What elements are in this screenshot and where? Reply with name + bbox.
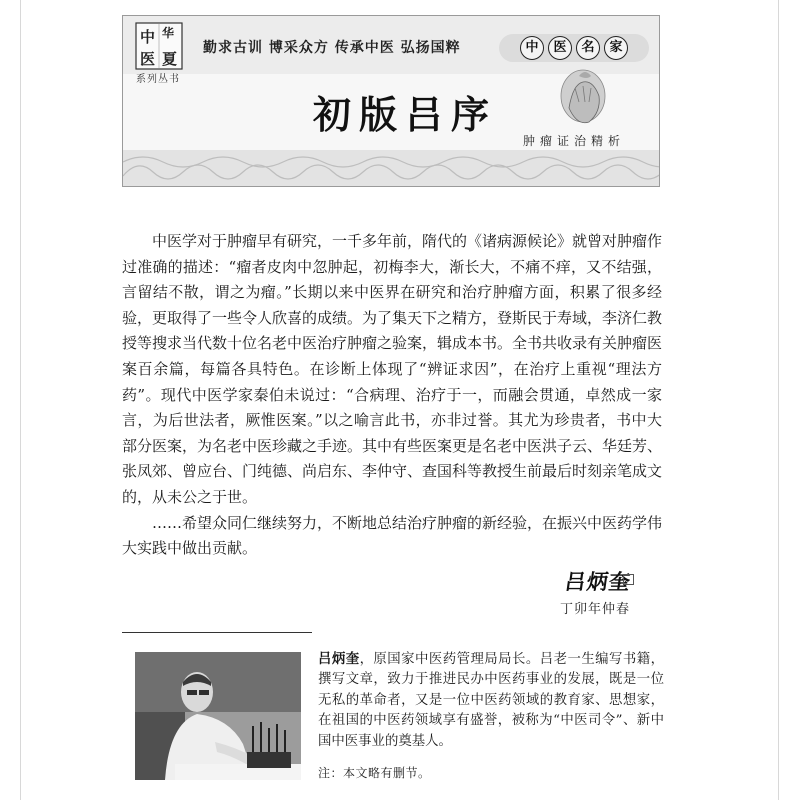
page-title: 初版吕序 [313, 92, 498, 137]
section-divider [122, 632, 312, 633]
logo-char-4: 夏 [162, 50, 178, 68]
page-guide-right [778, 0, 779, 800]
signature-seal-icon [623, 574, 634, 585]
author-portrait-photo [135, 652, 301, 780]
page-guide-left [20, 0, 21, 800]
famous-doctor-badge [499, 34, 649, 62]
editor-note: 注：本文略有删节。 [318, 766, 431, 780]
badge-char-4: 家 [604, 36, 628, 60]
book-subtitle: 肿瘤证治精析 [523, 134, 626, 148]
signature-date: 丁卯年仲春 [560, 602, 631, 617]
series-label: 系列丛书 [136, 74, 180, 85]
buddha-hand-illustration [553, 66, 617, 136]
cloud-pattern [123, 150, 660, 186]
bio-text: ，原国家中医药管理局局长。吕老一生编写书籍，撰写文章，致力于推进民办中医药事业的发展，既是一位无私的革命者，又是一位中医药领域的教育家、思想家，在祖国的中医药领域享有盛誉，被称为“中医司令”、新中国中医事业的奠基人。 [318, 652, 665, 749]
bio-name: 吕炳奎 [318, 651, 360, 667]
author-bio [318, 649, 664, 752]
logo-char-2: 华 [162, 26, 175, 40]
preface-body [122, 229, 662, 562]
handwritten-signature: 吕炳奎 [563, 569, 633, 594]
preface-paragraph-1: 中医学对于肿瘤早有研究，一千多年前，隋代的《诸病源候论》就曾对肿瘤作过准确的描述：“瘤者皮肉中忽肿起，初梅李大，渐长大，不痛不痒，又不结强，言留结不散，谓之为瘤。”长期以来中医界在研究和治疗肿瘤方面，积累了很多经验，更取得了一些令人欣喜的成绩。为了集天下之精方，登斯民于寿域，李济仁教授等搜求当代数十位名老中医治疗肿瘤之验案，辑成本书。全书共收录有关肿瘤医案百余篇，每篇各具特色。在诊断上体现了“辨证求因”，在治疗上重视“理法方药”。现代中医学家秦伯未说过：“合病理、治疗于一，而融会贯通，卓然成一家言，为后世法者，厥惟医案。”以之喻言此书，亦非过誉。其尤为珍贵者，书中大部分医案，为名老中医珍藏之手迹。其中有些医案更是名老中医洪子云、华廷芳、张凤郊、曾应台、门纯德、尚启东、李仲守、查国科等教授生前最后时刻亲笔成文的，从未公之于世。 [122, 232, 663, 506]
badge-char-3: 名 [576, 36, 600, 60]
motto-text: 勤求古训 博采众方 传承中医 弘扬国粹 [203, 40, 461, 56]
logo-char-1: 中 [140, 28, 156, 46]
preface-paragraph-2: ……希望众同仁继续努力，不断地总结治疗肿瘤的新经验，在振兴中医药学伟大实践中做出贡献。 [122, 513, 663, 558]
header-banner [122, 15, 660, 187]
series-logo [135, 22, 185, 72]
logo-char-3: 医 [140, 50, 156, 68]
badge-char-1: 中 [520, 36, 544, 60]
badge-char-2: 医 [548, 36, 572, 60]
